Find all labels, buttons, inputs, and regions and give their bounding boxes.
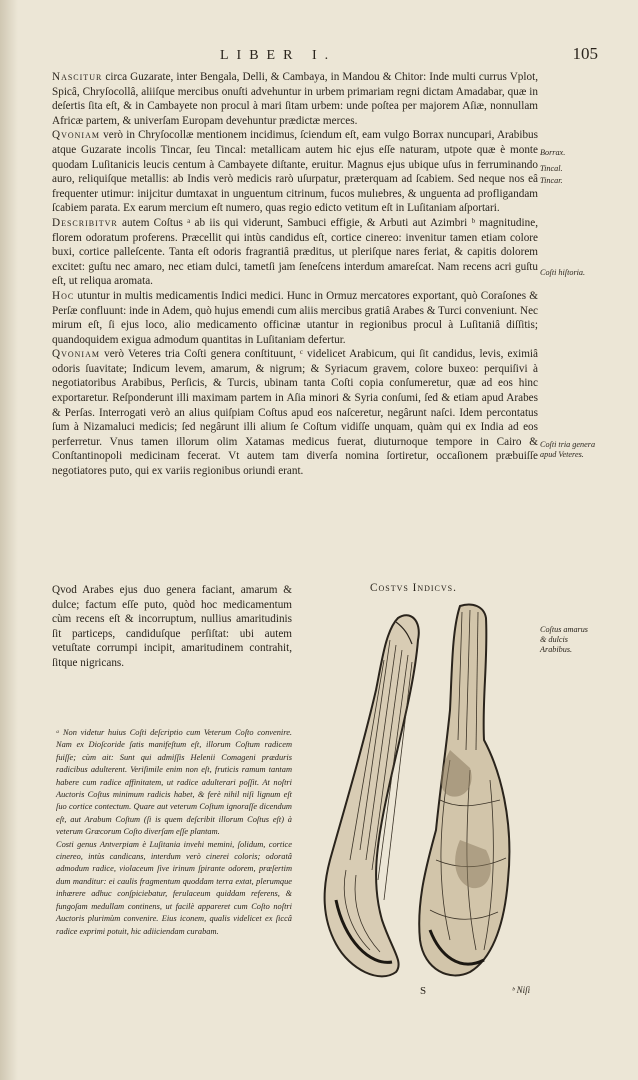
paragraph-lead: Qvod: [52, 584, 77, 596]
paragraph-text: circa Guzarate, inter Bengala, Delli, & Cambaya, in Mandou & Chitor: Inde multi currus Vplot, Spicâ, Chryſocollâ, aliiſque mercibus onuſti advehuntur in urbem primariam regni dictam Amadabar, quæ in deſertis ſita eſt, & in Cambayete non procul à mari ſitam urbem: unde poſtea per majorem Aſiæ, nonnullam Africæ partem, & univerſam Europam devehuntur prædictæ merces.: [52, 71, 538, 127]
side-note-tincal: Tincal.: [540, 164, 563, 173]
paragraph-lead: Hoc: [52, 289, 75, 302]
main-text-column: [52, 70, 538, 479]
signature-mark: S: [420, 985, 427, 997]
lower-paragraph: [52, 583, 292, 671]
paragraph-quoniam-borrax: [52, 128, 538, 216]
side-note-costus-amarus: Coſtus amarus & dulcis Arabibus.: [540, 625, 588, 654]
footnotes: [56, 727, 292, 938]
running-header: [220, 44, 610, 68]
side-note-borrax: Borrax.: [540, 148, 566, 157]
footnote-costi-genus: Costi genus Antverpiam è Luſitania invehi memini, ſolidum, cortice cinereo, intùs candicans, interdum verò cinerei coloris; odoratâ admodum radice, violaceum ſive irinum ſpirante odorem, præſertim dum manditur: ei caulis fragmentum quoddam terra extat, plerumque inhærere adhuc conſpiciebatur, ferulaceum quiddam referens, & fungoſam medullam continens, ut facilè appareret cum Coſto noſtri Auctoris plurimùm convenire. Eius iconem, qualis videlicet ex ſiccâ radice exprimi potuit, hic adiiciendam curabam.: [56, 839, 292, 936]
paragraph-text: utuntur in multis medicamentis Indici medici. Hunc in Ormuz mercatores exportant, quò Coraſones & Perſæ confluunt: inde in Adem, quò hujus emendi cum aliis mercibus gratiâ Arabes & Turci conveniunt. Nec mirum eſt, ſi ejus loco, alio medicamento officinæ utantur in regionibus procul à Luſitaniâ diſſitis; quandoquidem exigua admodum quantitas in Luſitaniam defertur.: [52, 289, 538, 346]
paragraph-quoniam-veteres: [52, 347, 538, 478]
paragraph-text: Arabes ejus duo genera faciant, amarum & dulce; factum eſſe puto, quòd hoc medicamentum cùm recens eſt & incorruptum, nullius amaritudinis ſit particeps, candiduſque perſiſtat: ubi autem vetuſtate corrumpi incipit, amaritudinem contrahit, ſitque nigricans.: [52, 584, 292, 669]
side-note-tincar: Tincar.: [540, 176, 563, 185]
costus-indicus-illustration: [300, 600, 532, 990]
paragraph-text: autem Coſtus ᵃ ab iis qui viderunt, Sambuci effigie, & Arbuti aut Azimbri ᵇ magnitudine, florem odoratum proferens. Præcellit qui intùs candidus eſt, cortice cinereo: invenitur tamen etiam colore buxi, cortice palleſcente. Tanta eſt odoris fragrantiâ præditus, ut pleriſque nares feriat, & capitis dolorem excitet: guſtu nec amaro, nec etiam dulci, tametſi jam ſeneſcens interdum amareſcat. Nam recens acri guſtu eſt, ut reliqua aromata.: [52, 216, 538, 288]
paragraph-text: verò Veteres tria Coſti genera conſtituunt, ᶜ videlicet Arabicum, qui ſit candidus, levis, eximiâ odoris ſuavitate; Indicum levem, amarum, & nigrum; & Syriacum gravem, colore buxeo: perquiſivi à negotiatoribus Arabibus, Perſicis, & Turcis, ubinam tanta Coſti copia conſumeretur, quæ ad eos hinc exportaretur. Reſponderunt illi maximam partem in Aſia minori & Syria conſumi, ſed & etiam apud Arabes & Perſas. Interrogati verò an alius quiſpiam Coſtus apud eos naſceretur, negârunt naſci. Idem percontatus ſum à Nizamaluci medicis; ſed negârunt illi alium ſe Coſtum vidiſſe unquam, quàm qui ex India ad eos perferretur. Vnus tamen illorum olim Xatamas medicus fuerat, diuturnoque tempore in Cairo & Conſtantinopoli medicinam fecerat. Vt autem tam diverſa nomina ſortiretur, occaſionem præbuiſſe negotiatores puto, qui ex variis regionibus oriundi erant.: [52, 348, 538, 478]
running-title: LIBER I.: [220, 48, 337, 63]
side-note-costi-historia: Coſti hiſtoria.: [540, 268, 586, 277]
page-number: 105: [572, 44, 598, 63]
root-woodcut-icon: [300, 600, 532, 990]
page-gutter-shadow: [0, 0, 18, 1080]
paragraph-nascitur: [52, 70, 538, 128]
paragraph-hoc: [52, 289, 538, 347]
paragraph-lead: Describitvr: [52, 216, 118, 229]
paragraph-lead: Nascitur: [52, 71, 103, 83]
paragraph-text: verò in Chryſocollæ mentionem incidimus, ſciendum eſt, eam vulgo Borrax nuncupari, Arabibus atque Guzarate incolis Tincar, ſeu Tincal: metallicam autem hic ejus eſſe naturam, utpote quæ è monte quodam Luſitanicis leucis centum à Cambayete diſtante, eruitur. Magnus ejus ubique uſus in ferruminando auro, reliquiſque metallis: ab Indis verò medicis rarò uſurpatur, præterquam ad ſcabiem. Sed neque nos eâ frequenter utimur: inijcitur dumtaxat in unguentum citrinum, fucos mulıebres, & unguenta ad profligandam ſcabiem parata. Ex earum mercium eſt numero, quas regio edicto vetitum eſt in Luſitaniam aſportari.: [52, 129, 538, 215]
catchword: ᵇ Niſi: [512, 985, 531, 995]
paragraph-describitur: [52, 216, 538, 289]
footnote-a: ᵃ Non videtur huius Coſti deſcriptio cum Veterum Coſto convenire. Nam ex Dioſcoride ſatis manifeſtum eſt, illorum Coſtum radicem fuiſſe; cùm ait: Sunt qui admiſſis Helenii Comageni præduris radicibus adulterent. Veriſimile enim non eſt, fruticis ramum tantam habere cum radice affinitatem, ut radice adulterari poſſit. At noſtri Auctoris Coſtus minimum radicis habet, & ferè nihil niſi lignum eſt ſuo cortice contectum. Quare aut veterum Coſtum ignoraſſe dicendum eſt, aut Arabum Coſtum (ſi is quem deſcribit illorum Coſtus eſt) à veterum Græcorum Coſto diverſam eſſe plantam.: [56, 728, 292, 837]
paragraph-lead: Qvoniam: [52, 129, 100, 142]
paragraph-lead: Qvoniam: [52, 348, 100, 361]
side-note-costi-genera: Coſti tria genera apud Veteres.: [540, 440, 596, 459]
figure-caption: Costvs Indicvs.: [370, 582, 457, 594]
